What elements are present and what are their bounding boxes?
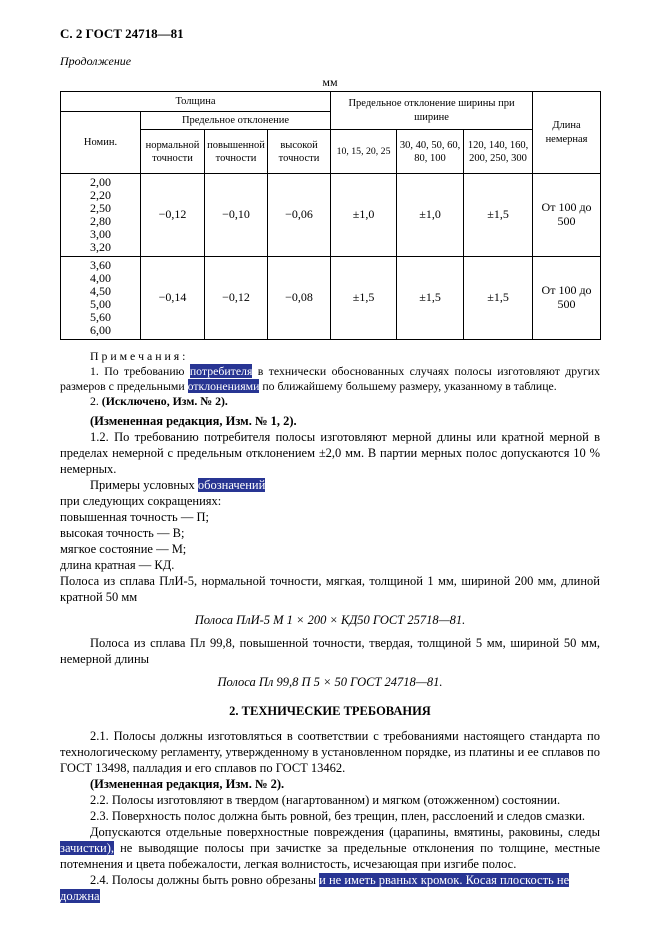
- text-run: длина кратная — КД.: [60, 558, 175, 573]
- text-run: 2.: [90, 394, 102, 409]
- width-deviation-2: ±1,5: [397, 257, 464, 340]
- abbr-high-accuracy: [60, 525, 600, 541]
- text-run: 2.3. Поверхность полос должна быть ровной, без трещин, плен, расслоений и следов смазки.: [90, 809, 586, 824]
- highlighted-text: отклонениями: [187, 379, 260, 394]
- text-run: 2.1. Полосы должны изготовляться в соответствии с требованиями настоящего стандарта по технологическому регламенту, утвержденному в установленном порядке, из платины и ее сплавов по ГОСТ 13498, палладия и его сплавов по ГОСТ 13462.: [60, 729, 600, 776]
- deviation-increased: −0,12: [205, 257, 268, 340]
- example-1-designation: [60, 612, 600, 628]
- width-deviation-1: ±1,5: [331, 257, 397, 340]
- text-run: по ближайшему большему размеру, указанному в таблице.: [259, 379, 557, 394]
- width-range-col-2: 30, 40, 50, 60, 80, 100: [397, 130, 464, 174]
- text-run: Полоса Пл 99,8 П 5 × 50 ГОСТ 24718—81.: [217, 675, 443, 690]
- text-run: не выводящие полосы при зачистке за предельные отклонения по толщине, местные потемнения и цвета побежалости, легкая волнистость, исчезающая при изгибе полос.: [60, 841, 600, 872]
- highlighted-text: и не иметь рваных кромок. Косая плоскость не должна: [60, 873, 570, 904]
- para-2-3: [60, 808, 600, 824]
- width-deviation-2: ±1,0: [397, 174, 464, 257]
- note-1: [60, 364, 600, 394]
- text-run: повышенная точность — П;: [60, 510, 209, 525]
- length-header: Длина немерная: [533, 92, 601, 174]
- text-run: Полоса из сплава Пл 99,8, повышенной точности, твердая, толщиной 5 мм, шириной 50 мм, немерной длины: [60, 636, 600, 667]
- text-run: 2.4. Полосы должны быть ровно обрезаны: [90, 873, 320, 888]
- text-run: Полоса ПлИ-5 М 1 × 200 × КД50 ГОСТ 25718—81.: [194, 613, 466, 628]
- abbr-increased-accuracy: [60, 509, 600, 525]
- examples-intro-line-2: [60, 493, 600, 509]
- nominal-header: Номин.: [61, 112, 141, 174]
- accuracy-col-normal: нормальной точности: [141, 130, 205, 174]
- continuation-label: Продолжение: [60, 54, 132, 68]
- text-run: (Исключено, Изм. № 2).: [101, 394, 228, 409]
- width-range-col-1: 10, 15, 20, 25: [331, 130, 397, 174]
- text-run: мягкое состояние — М;: [60, 542, 187, 557]
- highlighted-text: обозначений: [197, 478, 266, 493]
- para-2-3-allowances: [60, 824, 600, 872]
- nominal-values: 3,60 4,00 4,50 5,00 5,60 6,00: [61, 257, 141, 340]
- para-2-2: [60, 792, 600, 808]
- text-run: Примеры условных: [90, 478, 198, 493]
- abbr-multiple-length: [60, 557, 600, 573]
- example-1-description: [60, 573, 600, 605]
- width-deviation-header: Предельное отклонение ширины при ширине: [331, 92, 533, 130]
- text-run: 1. По требованию: [90, 364, 190, 379]
- para-1-2: [60, 429, 600, 477]
- accuracy-col-increased: повышенной точности: [205, 130, 268, 174]
- deviation-increased: −0,10: [205, 174, 268, 257]
- text-run: Допускаются отдельные поверхностные повреждения (царапины, вмятины, раковины, следы: [90, 825, 600, 840]
- text-run: 2. ТЕХНИЧЕСКИЕ ТРЕБОВАНИЯ: [229, 704, 431, 719]
- deviation-high: −0,06: [268, 174, 331, 257]
- amended-note-1: [60, 413, 600, 429]
- deviation-header: Предельное отклонение: [141, 112, 331, 130]
- highlighted-text: потребителя: [189, 364, 253, 379]
- notes-title: [60, 349, 600, 364]
- deviation-normal: −0,14: [141, 257, 205, 340]
- note-2: [60, 394, 600, 409]
- highlighted-text: зачистки),: [60, 841, 115, 856]
- nominal-values: 2,00 2,20 2,50 2,80 3,00 3,20: [61, 174, 141, 257]
- length-value: От 100 до 500: [533, 174, 601, 257]
- table-row: [61, 174, 601, 257]
- para-2-1: [60, 728, 600, 776]
- length-value: От 100 до 500: [533, 257, 601, 340]
- accuracy-col-high: высокой точности: [268, 130, 331, 174]
- examples-intro-line-1: [60, 477, 600, 493]
- text-run: при следующих сокращениях:: [60, 494, 222, 509]
- width-range-col-3: 120, 140, 160, 200, 250, 300: [464, 130, 533, 174]
- width-deviation-1: ±1,0: [331, 174, 397, 257]
- width-deviation-3: ±1,5: [464, 174, 533, 257]
- text-run: П р и м е ч а н и я :: [90, 349, 186, 364]
- example-2-designation: [60, 674, 600, 690]
- document-text: [60, 349, 600, 904]
- section-2-heading: [60, 703, 600, 719]
- thickness-header: Толщина: [61, 92, 331, 112]
- text-run: Полоса из сплава ПлИ-5, нормальной точности, мягкая, толщиной 1 мм, шириной 200 мм, длиной кратной 50 мм: [60, 574, 600, 605]
- para-2-4: [60, 872, 600, 904]
- abbr-soft-state: [60, 541, 600, 557]
- text-run: в технически обоснованных случаях полосы изготовляют других размеров с предельными: [60, 364, 600, 394]
- text-run: (Измененная редакция, Изм. № 2).: [90, 777, 285, 792]
- text-run: высокая точность — В;: [60, 526, 185, 541]
- example-2-description: [60, 635, 600, 667]
- text-run: (Измененная редакция, Изм. № 1, 2).: [90, 414, 297, 429]
- amended-note-2: [60, 776, 600, 792]
- page-header: С. 2 ГОСТ 24718—81: [60, 26, 184, 41]
- deviation-high: −0,08: [268, 257, 331, 340]
- width-deviation-3: ±1,5: [464, 257, 533, 340]
- deviation-normal: −0,12: [141, 174, 205, 257]
- text-run: 1.2. По требованию потребителя полосы изготовляют мерной длины или кратной мерной в пределах немерной с предельным отклонением ±2,0 мм. В партии мерных полос допускаются 10 % немерных.: [60, 430, 600, 477]
- dimensions-table: [60, 91, 601, 340]
- units-label: мм: [322, 75, 338, 89]
- table-row: [61, 257, 601, 340]
- text-run: 2.2. Полосы изготовляют в твердом (нагартованном) и мягком (отожженном) состоянии.: [90, 793, 561, 808]
